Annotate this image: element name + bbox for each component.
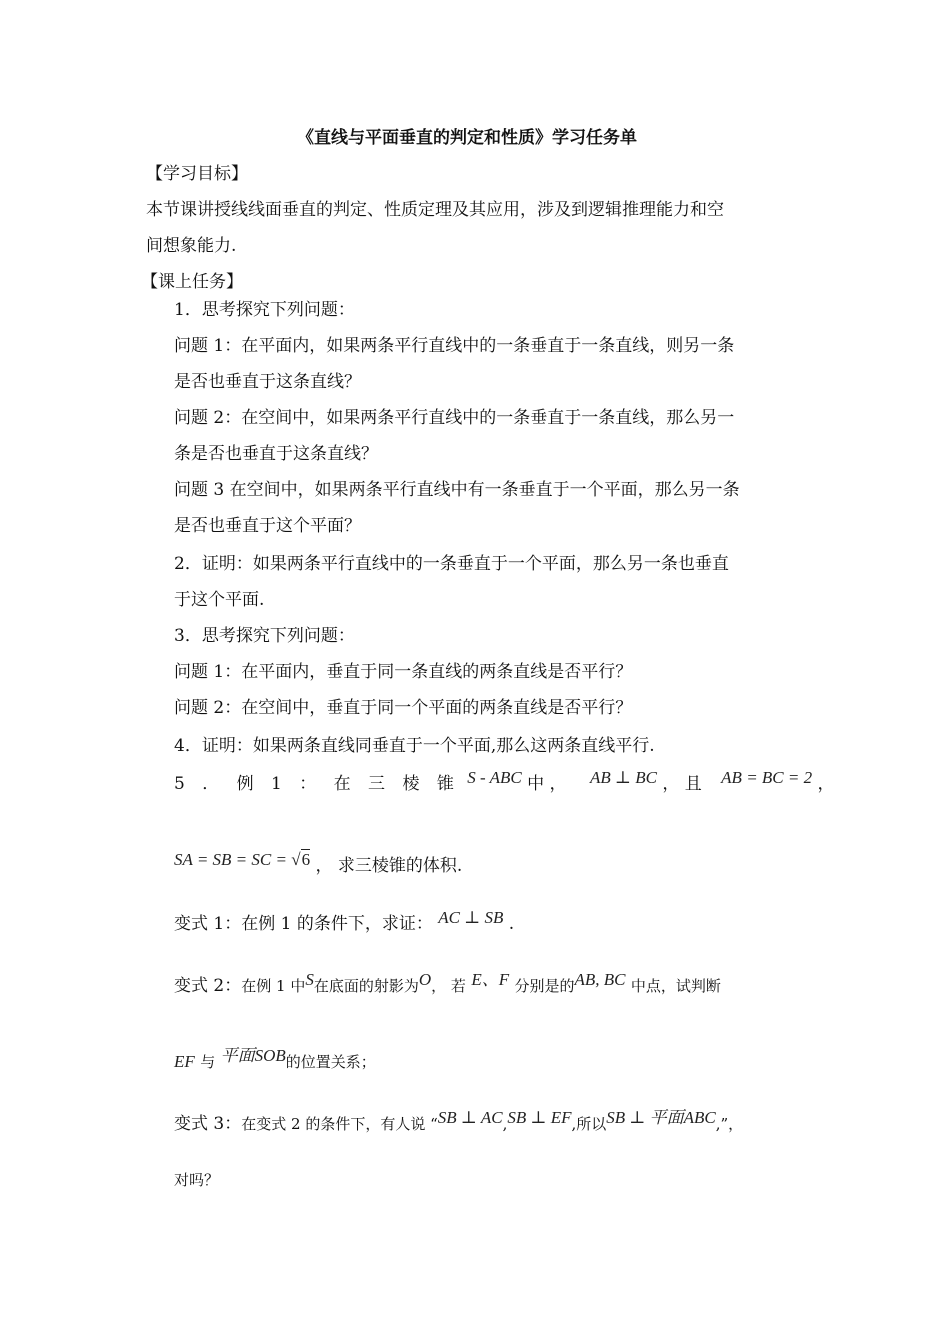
variant-2-text2: 在底面的射影为 [313, 977, 419, 995]
question-1-line2: 是否也垂直于这条直线？ [174, 372, 361, 392]
math-ac-perp-sb: AC ⊥ SB [438, 908, 504, 927]
question-2-line2: 条是否也垂直于这条直线？ [174, 444, 378, 464]
variant-2-text1: 在例 1 中 [241, 977, 306, 995]
question-3-line2: 是否也垂直于这个平面？ [174, 516, 361, 536]
variant-1-end: . [508, 914, 515, 934]
sqrt-symbol: √ [291, 850, 301, 869]
variant-3-line2: 对吗？ [174, 1171, 220, 1189]
math-ab-perp-bc: AB ⊥ BC [589, 768, 657, 787]
section-heading-goal: 【学习目标】 [146, 164, 248, 184]
goal-text-line1: 本节课讲授线线面垂直的判定、性质定理及其应用，涉及到逻辑推理能力和空 [146, 200, 724, 220]
math-e-f: E、F [471, 970, 510, 989]
variant-2-text3: ， 若 [431, 977, 466, 995]
example-1-mid1: 中 ， [527, 774, 567, 794]
variant-2-label: 变式 2： [174, 976, 242, 996]
task-3: 3．思考探究下列问题： [174, 626, 355, 646]
variant-3-text3: ,所以 [571, 1115, 607, 1133]
math-plane-sob: 平面SOB [220, 1046, 286, 1065]
goal-text-line2: 间想象能力. [146, 236, 237, 256]
example-1-prefix: 5 ． 例 1 ： 在 三 棱 锥 [174, 774, 454, 794]
math-s: S [305, 970, 314, 989]
variant-3-text1: 在变式 2 的条件下，有人说 “ [241, 1115, 438, 1133]
question-1-line1: 问题 1：在平面内，如果两条平行直线中的一条垂直于一条直线，则另一条 [174, 336, 735, 356]
section-heading-task: 【课上任务】 [141, 272, 243, 292]
task-3-question-1: 问题 1：在平面内，垂直于同一条直线的两条直线是否平行？ [174, 662, 633, 682]
example-1-tail: ， 求三棱锥的体积. [315, 856, 463, 876]
task-2-line1: 2．证明：如果两条平行直线中的一条垂直于一个平面，那么另一条也垂直 [174, 554, 729, 574]
math-sa-sb-sc: SA = SB = SC = [174, 850, 292, 869]
example-1-end: ， [817, 774, 835, 794]
math-pyramid: S - ABC [467, 768, 522, 787]
variant-2-line1 [174, 970, 721, 998]
variant-2-text6: 与 [200, 1053, 216, 1071]
variant-3-line1 [174, 1108, 744, 1136]
math-ab-eq-bc: AB = BC = 2 [721, 768, 813, 787]
variant-2-text7: 的位置关系； [285, 1053, 376, 1071]
variant-2-line2 [174, 1046, 376, 1074]
variant-3-label: 变式 3： [174, 1114, 242, 1134]
sqrt-argument: 6 [301, 850, 311, 869]
variant-1-label: 变式 1：在例 1 的条件下，求证： [174, 914, 433, 934]
math-sb-perp-plane-abc: SB ⊥ 平面ABC [606, 1108, 716, 1127]
example-1-line2 [174, 850, 463, 878]
task-3-question-2: 问题 2：在空间中，垂直于同一个平面的两条直线是否平行？ [174, 698, 633, 718]
task-2-line2: 于这个平面. [174, 590, 265, 610]
task-1: 1．思考探究下列问题： [174, 300, 355, 320]
variant-3-text2: , [502, 1115, 508, 1133]
page-title: 《直线与平面垂直的判定和性质》学习任务单 [297, 128, 637, 148]
math-sb-perp-ef: SB ⊥ EF [507, 1108, 572, 1127]
math-ef: EF [174, 1052, 195, 1071]
question-3-line1: 问题 3 在空间中，如果两条平行直线中有一条垂直于一个平面，那么另一条 [174, 480, 740, 500]
math-sb-perp-ac: SB ⊥ AC [437, 1108, 503, 1127]
variant-2-text5: 中点，试判断 [630, 977, 721, 995]
variant-2-text4: 分别是的 [514, 977, 575, 995]
math-o: O [418, 970, 432, 989]
example-1-mid2: ， 且 [662, 774, 702, 794]
example-1-line1 [174, 768, 835, 796]
question-2-line1: 问题 2：在空间中，如果两条平行直线中的一条垂直于一条直线，那么另一 [174, 408, 735, 428]
task-4: 4．证明：如果两条直线同垂直于一个平面,那么这两条直线平行. [174, 736, 655, 756]
math-ab-bc: AB, BC [574, 970, 626, 989]
variant-3-text4: ,”， [715, 1115, 744, 1133]
variant-1 [174, 908, 515, 936]
